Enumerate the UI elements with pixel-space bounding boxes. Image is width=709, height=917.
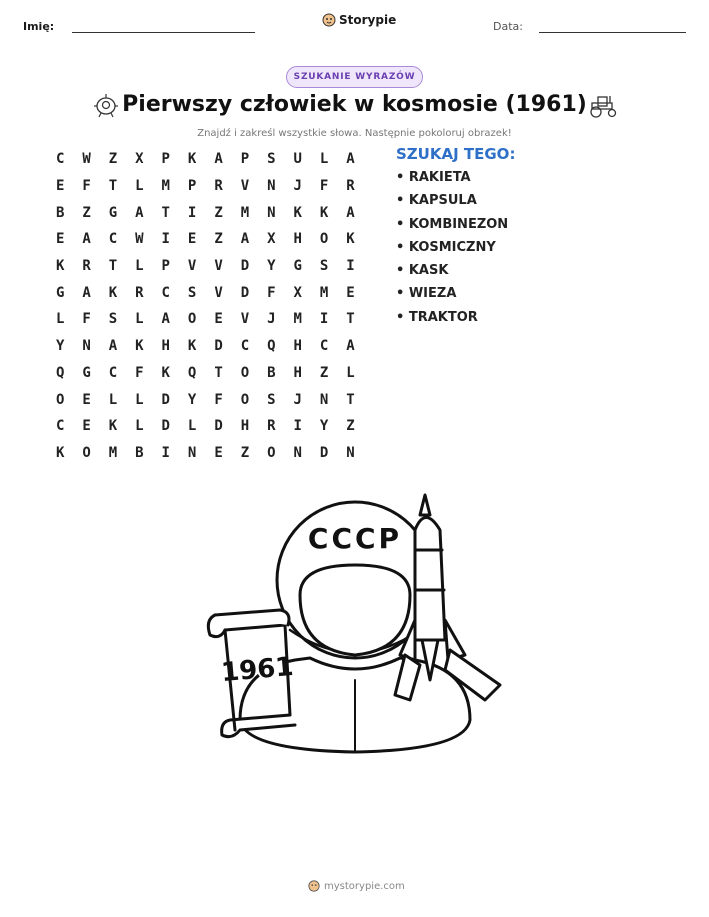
word-list-title: SZUKAJ TEGO: — [396, 145, 516, 163]
grid-cell[interactable]: L — [135, 391, 144, 408]
grid-cell[interactable]: S — [108, 311, 118, 328]
grid-cell[interactable]: Y — [187, 391, 197, 408]
grid-cell[interactable]: R — [214, 178, 223, 195]
grid-cell[interactable]: V — [240, 311, 250, 328]
grid-cell[interactable]: A — [240, 231, 250, 248]
grid-cell[interactable]: A — [82, 231, 91, 248]
grid-cell[interactable]: S — [319, 258, 329, 275]
grid-cell[interactable]: T — [346, 391, 355, 408]
grid-cell[interactable]: L — [135, 258, 144, 275]
grid-cell[interactable]: O — [55, 391, 65, 408]
grid-cell[interactable]: N — [267, 204, 276, 221]
grid-row — [47, 440, 364, 467]
footer — [308, 880, 405, 892]
grid-cell[interactable]: K — [108, 418, 118, 435]
pie-logo-icon — [308, 880, 320, 892]
grid-cell[interactable]: O — [319, 231, 329, 248]
grid-cell[interactable]: K — [108, 284, 118, 301]
word-search-grid[interactable] — [47, 146, 364, 466]
grid-cell[interactable]: Z — [214, 231, 223, 248]
grid-cell[interactable]: A — [108, 338, 118, 355]
grid-cell[interactable]: H — [161, 338, 170, 355]
grid-row — [47, 226, 364, 253]
grid-cell[interactable]: H — [293, 338, 302, 355]
grid-cell[interactable]: W — [82, 151, 91, 168]
grid-cell[interactable]: R — [267, 418, 276, 435]
grid-cell[interactable]: L — [187, 418, 197, 435]
word-list-item: • RAKIETA — [396, 170, 471, 185]
grid-cell[interactable]: C — [161, 284, 170, 301]
grid-cell[interactable]: R — [135, 284, 144, 301]
grid-cell[interactable]: N — [187, 444, 197, 461]
grid-cell[interactable]: T — [108, 258, 118, 275]
grid-cell[interactable]: K — [187, 151, 197, 168]
tractor-icon — [588, 92, 618, 118]
word-list-item: • WIEZA — [396, 286, 457, 302]
word-list — [396, 170, 508, 333]
grid-cell[interactable]: K — [319, 204, 329, 221]
grid-cell[interactable]: D — [214, 338, 223, 355]
grid-cell[interactable]: I — [319, 311, 329, 328]
grid-cell[interactable]: X — [135, 151, 144, 168]
activity-badge: SZUKANIE WYRAZÓW — [286, 66, 423, 88]
grid-cell[interactable]: L — [55, 311, 65, 328]
grid-row — [47, 279, 364, 306]
grid-row — [47, 360, 364, 387]
grid-cell[interactable]: Q — [267, 338, 276, 355]
grid-cell[interactable]: M — [293, 311, 302, 328]
grid-cell[interactable]: D — [161, 418, 170, 435]
grid-cell[interactable]: K — [293, 204, 302, 221]
grid-cell[interactable]: N — [267, 178, 276, 195]
grid-cell[interactable]: L — [135, 418, 144, 435]
instructions: Znajdź i zakreśl wszystkie słowa. Następnie pokoloruj obrazek! — [197, 128, 512, 139]
grid-cell[interactable]: Z — [346, 418, 355, 435]
grid-cell[interactable]: Z — [108, 151, 118, 168]
grid-cell[interactable]: Q — [187, 364, 197, 381]
grid-cell[interactable]: F — [319, 178, 329, 195]
grid-cell[interactable]: J — [293, 391, 302, 408]
grid-cell[interactable]: A — [82, 284, 91, 301]
grid-cell[interactable]: G — [82, 364, 91, 381]
grid-row — [47, 199, 364, 226]
grid-row — [47, 146, 364, 173]
grid-cell[interactable]: C — [108, 364, 118, 381]
grid-cell[interactable]: X — [267, 231, 276, 248]
grid-cell[interactable]: K — [55, 258, 65, 275]
date-label: Data: — [493, 20, 523, 33]
grid-cell[interactable]: H — [293, 231, 302, 248]
grid-row — [47, 413, 364, 440]
grid-cell[interactable]: R — [346, 178, 355, 195]
grid-cell[interactable]: J — [267, 311, 276, 328]
grid-row — [47, 386, 364, 413]
grid-cell[interactable]: Y — [319, 418, 329, 435]
grid-cell[interactable]: D — [214, 418, 223, 435]
word-list-item: • KAPSULA — [396, 193, 477, 209]
grid-cell[interactable]: Z — [319, 364, 329, 381]
grid-cell[interactable]: B — [267, 364, 276, 381]
grid-cell[interactable]: L — [108, 391, 118, 408]
grid-cell[interactable]: X — [293, 284, 302, 301]
grid-cell[interactable]: B — [135, 444, 144, 461]
word-list-item: • KOMBINEZON — [396, 216, 509, 232]
date-field-line[interactable] — [539, 32, 686, 33]
grid-cell[interactable]: D — [240, 284, 250, 301]
page-title: Pierwszy człowiek w kosmosie (1961) — [122, 92, 587, 117]
footer-url[interactable]: mystorypie.com — [324, 880, 405, 892]
grid-row — [47, 173, 364, 200]
grid-cell[interactable]: C — [319, 338, 329, 355]
grid-cell[interactable]: Z — [82, 204, 91, 221]
grid-cell[interactable]: B — [55, 204, 65, 221]
grid-cell[interactable]: S — [267, 151, 276, 168]
grid-cell[interactable]: N — [346, 444, 355, 461]
grid-cell[interactable]: P — [161, 151, 170, 168]
grid-cell[interactable]: T — [214, 364, 223, 381]
grid-cell[interactable]: I — [161, 231, 170, 248]
grid-cell[interactable]: L — [135, 178, 144, 195]
grid-cell[interactable]: K — [346, 231, 355, 248]
grid-cell[interactable]: F — [135, 364, 144, 381]
grid-cell[interactable]: P — [240, 151, 250, 168]
grid-cell[interactable]: L — [135, 311, 144, 328]
grid-cell[interactable]: H — [240, 418, 250, 435]
grid-cell[interactable]: F — [214, 391, 223, 408]
grid-cell[interactable]: Z — [214, 204, 223, 221]
grid-cell[interactable]: S — [187, 284, 197, 301]
grid-cell[interactable]: G — [55, 284, 65, 301]
grid-cell[interactable]: V — [240, 178, 250, 195]
cosmonaut-illustration — [200, 490, 510, 760]
grid-cell[interactable]: D — [319, 444, 329, 461]
visor — [300, 565, 410, 655]
grid-cell[interactable]: I — [293, 418, 302, 435]
grid-cell[interactable]: A — [161, 311, 170, 328]
grid-cell[interactable]: J — [293, 178, 302, 195]
grid-cell[interactable]: F — [82, 178, 91, 195]
grid-cell[interactable]: T — [161, 204, 170, 221]
grid-row — [47, 253, 364, 280]
grid-cell[interactable]: M — [161, 178, 170, 195]
grid-cell[interactable]: C — [55, 418, 65, 435]
grid-cell[interactable]: O — [187, 311, 197, 328]
grid-cell[interactable]: G — [108, 204, 118, 221]
word-list-item: • KASK — [396, 263, 449, 279]
grid-cell[interactable]: K — [55, 444, 65, 461]
grid-cell[interactable]: M — [240, 204, 250, 221]
helmet-text: CCCP — [307, 522, 403, 555]
grid-cell[interactable]: Z — [240, 444, 250, 461]
grid-cell[interactable]: E — [55, 178, 65, 195]
grid-cell[interactable]: E — [187, 231, 197, 248]
grid-cell[interactable]: E — [214, 444, 223, 461]
grid-cell[interactable]: F — [82, 311, 91, 328]
grid-cell[interactable]: A — [135, 204, 144, 221]
grid-cell[interactable]: V — [187, 258, 197, 275]
brand-logo — [322, 13, 396, 27]
grid-cell[interactable]: F — [267, 284, 276, 301]
grid-cell[interactable]: L — [319, 151, 329, 168]
grid-cell[interactable]: A — [346, 338, 355, 355]
grid-cell[interactable]: I — [187, 204, 197, 221]
grid-cell[interactable]: M — [319, 284, 329, 301]
grid-cell[interactable]: N — [82, 338, 91, 355]
grid-cell[interactable]: R — [82, 258, 91, 275]
grid-cell[interactable]: C — [240, 338, 250, 355]
grid-cell[interactable]: I — [346, 258, 355, 275]
grid-cell[interactable]: Q — [55, 364, 65, 381]
grid-cell[interactable]: I — [161, 444, 170, 461]
grid-cell[interactable]: K — [161, 364, 170, 381]
grid-cell[interactable]: D — [161, 391, 170, 408]
grid-cell[interactable]: E — [82, 391, 91, 408]
grid-cell[interactable]: A — [346, 204, 355, 221]
brand-name: Storypie — [339, 13, 397, 27]
grid-cell[interactable]: E — [346, 284, 355, 301]
grid-cell[interactable]: N — [319, 391, 329, 408]
grid-cell[interactable]: K — [135, 338, 144, 355]
grid-cell[interactable]: O — [82, 444, 91, 461]
grid-cell[interactable]: U — [293, 151, 302, 168]
grid-cell[interactable]: O — [240, 364, 250, 381]
grid-cell[interactable]: Y — [55, 338, 65, 355]
grid-cell[interactable]: E — [214, 311, 223, 328]
scroll — [208, 610, 295, 737]
grid-cell[interactable]: H — [293, 364, 302, 381]
pie-logo-icon — [322, 13, 336, 27]
grid-cell[interactable]: L — [346, 364, 355, 381]
grid-cell[interactable]: A — [214, 151, 223, 168]
name-field-line[interactable] — [72, 32, 255, 33]
grid-cell[interactable]: V — [214, 284, 223, 301]
grid-cell[interactable]: G — [293, 258, 302, 275]
grid-cell[interactable]: P — [187, 178, 197, 195]
grid-cell[interactable]: Y — [267, 258, 276, 275]
grid-cell[interactable]: O — [267, 444, 276, 461]
grid-cell[interactable]: M — [108, 444, 118, 461]
grid-row — [47, 333, 364, 360]
grid-cell[interactable]: V — [214, 258, 223, 275]
grid-row — [47, 306, 364, 333]
grid-cell[interactable]: C — [108, 231, 118, 248]
grid-cell[interactable]: E — [82, 418, 91, 435]
grid-cell[interactable]: S — [267, 391, 276, 408]
grid-cell[interactable]: K — [187, 338, 197, 355]
scroll-text: 1961 — [219, 651, 295, 689]
grid-cell[interactable]: C — [55, 151, 65, 168]
grid-cell[interactable]: T — [346, 311, 355, 328]
grid-cell[interactable]: W — [135, 231, 144, 248]
grid-cell[interactable]: T — [108, 178, 118, 195]
grid-cell[interactable]: P — [161, 258, 170, 275]
name-label: Imię: — [23, 20, 55, 33]
word-list-item: • KOSMICZNY — [396, 239, 496, 255]
grid-cell[interactable]: A — [346, 151, 355, 168]
grid-cell[interactable]: D — [240, 258, 250, 275]
grid-cell[interactable]: E — [55, 231, 65, 248]
word-list-item: • TRAKTOR — [396, 309, 478, 325]
grid-cell[interactable]: O — [240, 391, 250, 408]
grid-cell[interactable]: N — [293, 444, 302, 461]
